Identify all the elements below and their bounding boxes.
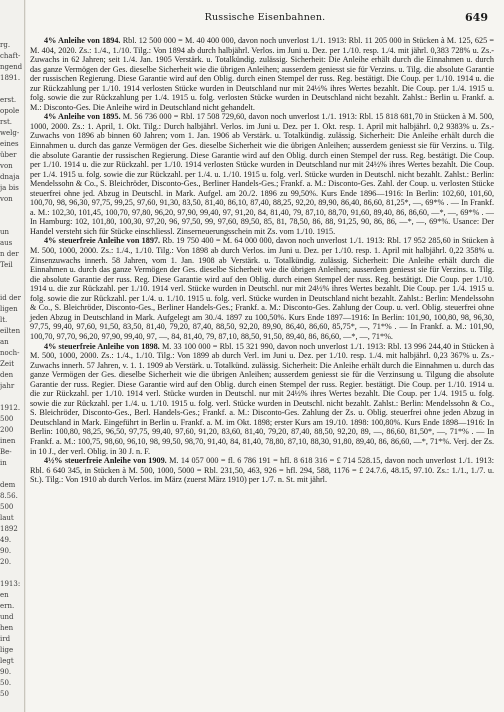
paragraph-heading: 4% steuerfreie Anleihe von 1897.: [44, 236, 161, 246]
gutter-text-fragment: Teil: [0, 261, 13, 269]
gutter-text-fragment: eilten: [0, 327, 21, 335]
paragraph-loan-1897: [30, 236, 494, 341]
gutter-text-fragment: ligen: [0, 305, 18, 313]
gutter-text-fragment: über: [0, 151, 17, 159]
paragraph-loan-1909: [30, 456, 494, 485]
gutter-text-fragment: inen: [0, 437, 16, 445]
gutter-text-fragment: Be-: [0, 448, 12, 456]
gutter-text-fragment: en: [0, 591, 9, 599]
running-title: Russische Eisenbahnen.: [204, 12, 326, 23]
gutter-text-fragment: 8.56.: [0, 492, 18, 500]
gutter-text-fragment: 50: [0, 690, 9, 698]
paragraph-loan-1895: [30, 112, 494, 236]
gutter-text-fragment: n der: [0, 250, 19, 258]
gutter-text-fragment: 1891.: [0, 74, 21, 82]
document-page: [26, 0, 504, 712]
paragraph-heading: 4% steuerfreie Anleihe von 1898.: [44, 341, 160, 351]
gutter-text-fragment: 500: [0, 415, 14, 423]
gutter-text-fragment: noch-: [0, 349, 20, 357]
paragraph-heading: 4% Anleihe von 1895.: [44, 112, 121, 122]
gutter-text-fragment: 50.: [0, 679, 12, 687]
gutter-text-fragment: legt: [0, 657, 14, 665]
gutter-text-fragment: ern.: [0, 602, 15, 610]
gutter-text-fragment: den: [0, 371, 14, 379]
gutter-text-fragment: von: [0, 195, 13, 203]
gutter-text-fragment: lige: [0, 646, 14, 654]
body-text: [30, 36, 494, 485]
gutter-text-fragment: 90.: [0, 547, 12, 555]
gutter-text-fragment: welg-: [0, 129, 20, 137]
gutter-text-fragment: 1912.: [0, 404, 21, 412]
paragraph-text: M. 14 057 000 = fl. 6 786 191 = hfl. 8 618 316 = £ 714 528.15, davon noch unverlost 1./1. 1913: Rbl. 6 640 345, in Stücken à M. 500, 1000, 5000 = Rbl. 231,50, 463, 926 = hfl. 294, 588, 1176 = £ 24.7.6, 48.15, 97.10. Zs.: 1./1., 1./7. u. St.). Tilg.: Von 1910 ab durch Verlos. im März (zuerst März 1910) per 1./7. n. St. mit jährl.: [30, 456, 494, 485]
gutter-text-fragment: ird: [0, 635, 11, 643]
gutter-text-fragment: laut: [0, 514, 14, 522]
paragraph-text: M. 33 100 000 = Rbl. 15 321 990, davon noch unverlost 1./1. 1913: Rbl. 13 996 244,40 in Stücken à M. 500, 1000, 2000. Zs.: 1./4., 1./10. Tilg.: Von 1899 ab durch Verl. im Juni u. Dez. per 1./10. resp. 1./4. mit halbjährl. 0,23 367% u. Zs.-Zuwachs innerh. 57 Jahren, v. 1. 1. 1909 ab Verstärk. u. Totalkünd. zulässig. Sicherheit: Die Anleihe erhält durch die Einnahmen u. durch das ganze Vermögen der Ges. dieselbe Sicherheit wie die übrigen Anleihen; ausserdem geniesst sie für die Verzinsung u. Tilgung die absolute Garantie der russ. Regier. Diese Garantie wird auf den Oblig. durch einen Stempel der russ. Regier. bestätigt. Die Coup. per 1./10. 1914 u. die zur Rückzahl. per 1./10. 1914 verl. Stücke wurden in Deutschl. nur mit 24½% ihres Wertes bezahlt. Die Coup. per 1./4. 1915 u. folg. sowie die zur Rückzahl. per 1./4. u. 1./10. 1915 u. folg. verl. Stücke wurden in Deutschl. nicht bezahlt. Zahlst.: Berlin: Mendelssohn & Co., S. Bleichröder, Disconto-Ges., Berl. Handels-Ges.; Frankf. a. M.: Disconto-Ges. Zahlung der Zs. u. Oblig. steuerfrei ohne jeden Abzug in Deutschland in Mark. Eingeführt in Berlin u. Frankf. a. M. im Okt. 1898; erster Kurs am 19./10. 1898: 100,80%. Kurs Ende 1898—1916: In Berlin: 100,80, 98,25, 96,50, 97,75, 99,40, 97,60, 91,20, 83,60, 81,40, 79,20, 87,40, 88,50, 92,20, 89, —, 86,60, 81,50*, —, 71*% . — In Frankf. a. M.: 100,75, 98,60, 96,10, 98, 99,50, 98,70, 91,40, 84, 81,40, 78,80, 87,10, 88,30, 91,80, 89,40, 86, 86,60, —*, 71*%. Verj. der Zs. in 10 J., der verl. Oblig. in 30 J. n. F.: [30, 341, 495, 456]
gutter-text-fragment: lt.: [0, 316, 8, 324]
paragraph-heading: 4½% steuerfreie Anleihe von 1909.: [44, 456, 167, 466]
gutter-text-fragment: ja bis: [0, 184, 19, 192]
gutter-text-fragment: 200: [0, 426, 14, 434]
gutter-text-fragment: opole: [0, 107, 20, 115]
gutter-text-fragment: eines: [0, 140, 19, 148]
gutter-text-fragment: 500: [0, 503, 14, 511]
gutter-text-fragment: chaft-: [0, 52, 21, 60]
gutter-text-fragment: dem: [0, 481, 16, 489]
gutter-text-fragment: 90.: [0, 668, 12, 676]
gutter-text-fragment: jahr: [0, 382, 15, 390]
gutter-text-fragment: in: [0, 459, 7, 467]
gutter-text-fragment: rg.: [0, 41, 11, 49]
gutter-text-fragment: id der: [0, 294, 21, 302]
paragraph-text: Rbl. 12 500 000 = M. 40 400 000, davon noch unverlost 1./1. 1913: Rbl. 11 205 000 in Stücken à M. 125, 625 = M. 404, 2020. Zs.: 1./4., 1./10. Tilg.: Von 1894 ab durch halbjährl. Verlos. im Juni u. Dez. per 1./10. resp. 1./4. mit jährl. 0,383 728% u. Zs.-Zuwachs in 62 Jahren; seit 1./4. Jan. 1905 Verstärk. u. Totalkündig. zulässig. Sicherheit: Die Anleihe erhält durch die Einnahmen u. durch das ganze Vermögen der Ges. dieselbe Sicherheit wie die übrigen Anleihen; ausserdem geniesst sie für Verzins. u. Tilg. die absolute Garantie der russischen Regierung. Diese Garantie wird auf den Oblig. durch einen Stempel der russ. Reg. bestätigt. Die Coup. per 1./10. 1914 u. die zur Rückzahlung per 1./10. 1914 verlosten Stücke wurden in Deutschland nur mit 24½% ihres Wertes bezahlt. Die Coup. per 1./4. 1915 u. folg. sowie die zur Rückzahlung per 1./4. 1915 u. folg. verlosten Stücke wurden in Deutschland nicht bezahlt. Zahlst.: Berlin u. Frankf. a. M.: Disconto-Ges. Die Anleihe wird in Deutschland nicht gehandelt.: [30, 36, 494, 112]
left-page-gutter: [0, 0, 25, 712]
gutter-text-fragment: an: [0, 338, 9, 346]
gutter-text-fragment: 20.: [0, 558, 12, 566]
gutter-text-fragment: aus: [0, 239, 13, 247]
gutter-text-fragment: rst.: [0, 118, 12, 126]
paragraph-loan-1894: [30, 36, 494, 112]
gutter-text-fragment: un: [0, 228, 10, 236]
paragraph-text: Rb. 19 750 400 = M. 64 000 000, davon noch unverlost 1./1. 1913: Rbl. 17 952 285,60 in Stücken à M. 500, 1000, 2000. Zs.: 1./4., 1./10. Tilg.: Von 1898 ab durch Verlos. im Juni u. Dez. per 1./10. resp. 1. April mit halbjährl. 0,22 358% u. Zinsenzuwachs innerh. 58 Jahren, vom 1. Jan. 1908 ab Verstärk. u. Totalkündig. zulässig. Sicherheit: Die Anleihe erhält durch die Einnahmen u. durch das ganze Vermögen der Ges. dieselbe Sicherheit wie die übrigen Anleihen; ausserdem geniesst sie für Verzins. u. Tilg. die absolute Garantie der russ. Reg. Diese Garantie wird auf den Oblig. durch einen Stempel der russ. Reg. bestätigt. Die Coup. per 1./10. 1914 u. die zur Rückzahl. per 1./10. 1914 verl. Stücke wurden in Deutschl. nur mit 24½% ihres Wertes bezahlt. Die Coup. per 1./4. 1915 u. folg. sowie die zur Rückzahl. per 1./4. u. 1./10. 1915 u. folg. verl. Stücke wurden in Deutschland nicht bezahlt. Zahlst.: Berlin: Mendelssohn & Co., S. Bleichröder, Disconto-Ges., Berliner Handels-Ges.; Frankf. a. M.: Disconto-Ges. Zahlung der Coup. u. verl. Oblig. steuerfrei ohne jeden Abzug in Deutschland in Mark. Aufgelegt am 30./4. 1897 zu 100,50%. Kurs Ende 1897—1916: In Berlin: 101,90, 100,80, 98, 96,30, 97,75, 99,40, 97,60, 91,50, 83,50, 81,40, 79,20, 87,40, 88,50, 92,20, 89,90, 86,40, 86,60, 85,75*, —, 71*% . — In Frankf. a. M.: 101,90, 100,70, 97,70, 96,20, 97,90, 99,40, 97, —, 84, 81,40, 79, 87,10, 88,50, 91,50, 89,40, 86, 86,60, —*, —, 71*%.: [30, 236, 495, 341]
gutter-text-fragment: 1892: [0, 525, 18, 533]
gutter-text-fragment: 49.: [0, 536, 12, 544]
gutter-text-fragment: hen: [0, 624, 14, 632]
paragraph-text: M. 56 736 000 = Rbl. 17 508 729,60, davon noch unverlost 1./1. 1913: Rbl. 15 818 681,70 in Stücken à M. 500, 1000, 2000. Zs.: 1. April, 1. Okt. Tilg.: Durch halbjährl. Verlos. im Juni u. Dez. per 1. Okt. resp. 1. April mit halbjährl. 0,2 9383% u. Zs.-Zuwachs von 1896 ab binnen 60 Jahren; vom 1. Jan. 1906 ab Verstärk. u. Totalkündig. zulässig. Sicherheit: Die Anleihe erhält durch die Einnahmen u. durch das ganze Vermögen der Ges. dieselbe Sicherheit wie die übrigen Anleihen; ausserdem geniesst sie für Verzins. u. Tilg. die absolute Garantie der russischen Regierung. Diese Garantie wird auf den Oblig. durch einen Stempel der russ. Reg. bestätigt. Die Coup. per 1./10. 1914 u. die zur Rückzahl. per 1./10. 1914 verlosten Stücke wurden in Deutschland nur mit 24½% ihres Wertes bezahlt. Die Coup. per 1./4. 1915 u. folg. sowie die zur Rückzahl. per 1./4. u. 1./10. 1915 u. folg. verl. Stücke wurden in Deutschl. nicht bezahlt. Zahlst.: Berlin: Mendelssohn & Co., S. Bleichröder, Disconto-Ges., Berliner Handels-Ges.; Frankf. a. M.: Disconto-Ges. Zahl. der Coup. u. verlosten Stücke steuerfrei ohne jed. Abzug in Deutschl. in Mark. Aufgel. am 20./2. 1896 zu 99,50%. Kurs Ende 1896—1916: In Berlin: 102,60, 101,60, 100,70, 98, 96,30, 97,75, 99,25, 97,60, 91,30, 83,50, 81,40, 86,10, 87,40, 88,25, 92,20, 89,90, 86,40, 86,60, 81,25*, —, 69*% . — In Frankf. a. M.: 102,30, 101,45, 100,70, 97,80, 96,20, 97,90, 99,40, 97, 91,20, 84, 81,40, 79, 87,10, 88,70, 91,60, 89,40, 86, 86,60, —*, —, 69*% . — In Hamburg: 102, 101,80, 100,30, 97,20, 96, 97,50, 99, 97,60, 89,50, 85, 81, 78,50, 86, 88, 91,25, 90, 86, 86, —*, —, 69*%. Usance: Der Handel versteht sich für Stücke einschliessl. Zinserneuerungsschein mit Zs. vom 1./10. 1915.: [30, 112, 494, 236]
gutter-text-fragment: erst.: [0, 96, 17, 104]
gutter-text-fragment: 1913:: [0, 580, 21, 588]
gutter-text-fragment: ngend: [0, 63, 23, 71]
gutter-text-fragment: und: [0, 613, 14, 621]
page-header: [26, 12, 504, 28]
gutter-text-fragment: von: [0, 162, 13, 170]
gutter-text-fragment: Zeit: [0, 360, 15, 368]
gutter-text-fragment: dnaja: [0, 173, 20, 181]
page-number: 649: [465, 11, 488, 24]
paragraph-loan-1898: [30, 342, 494, 457]
paragraph-heading: 4% Anleihe von 1894.: [44, 36, 121, 45]
